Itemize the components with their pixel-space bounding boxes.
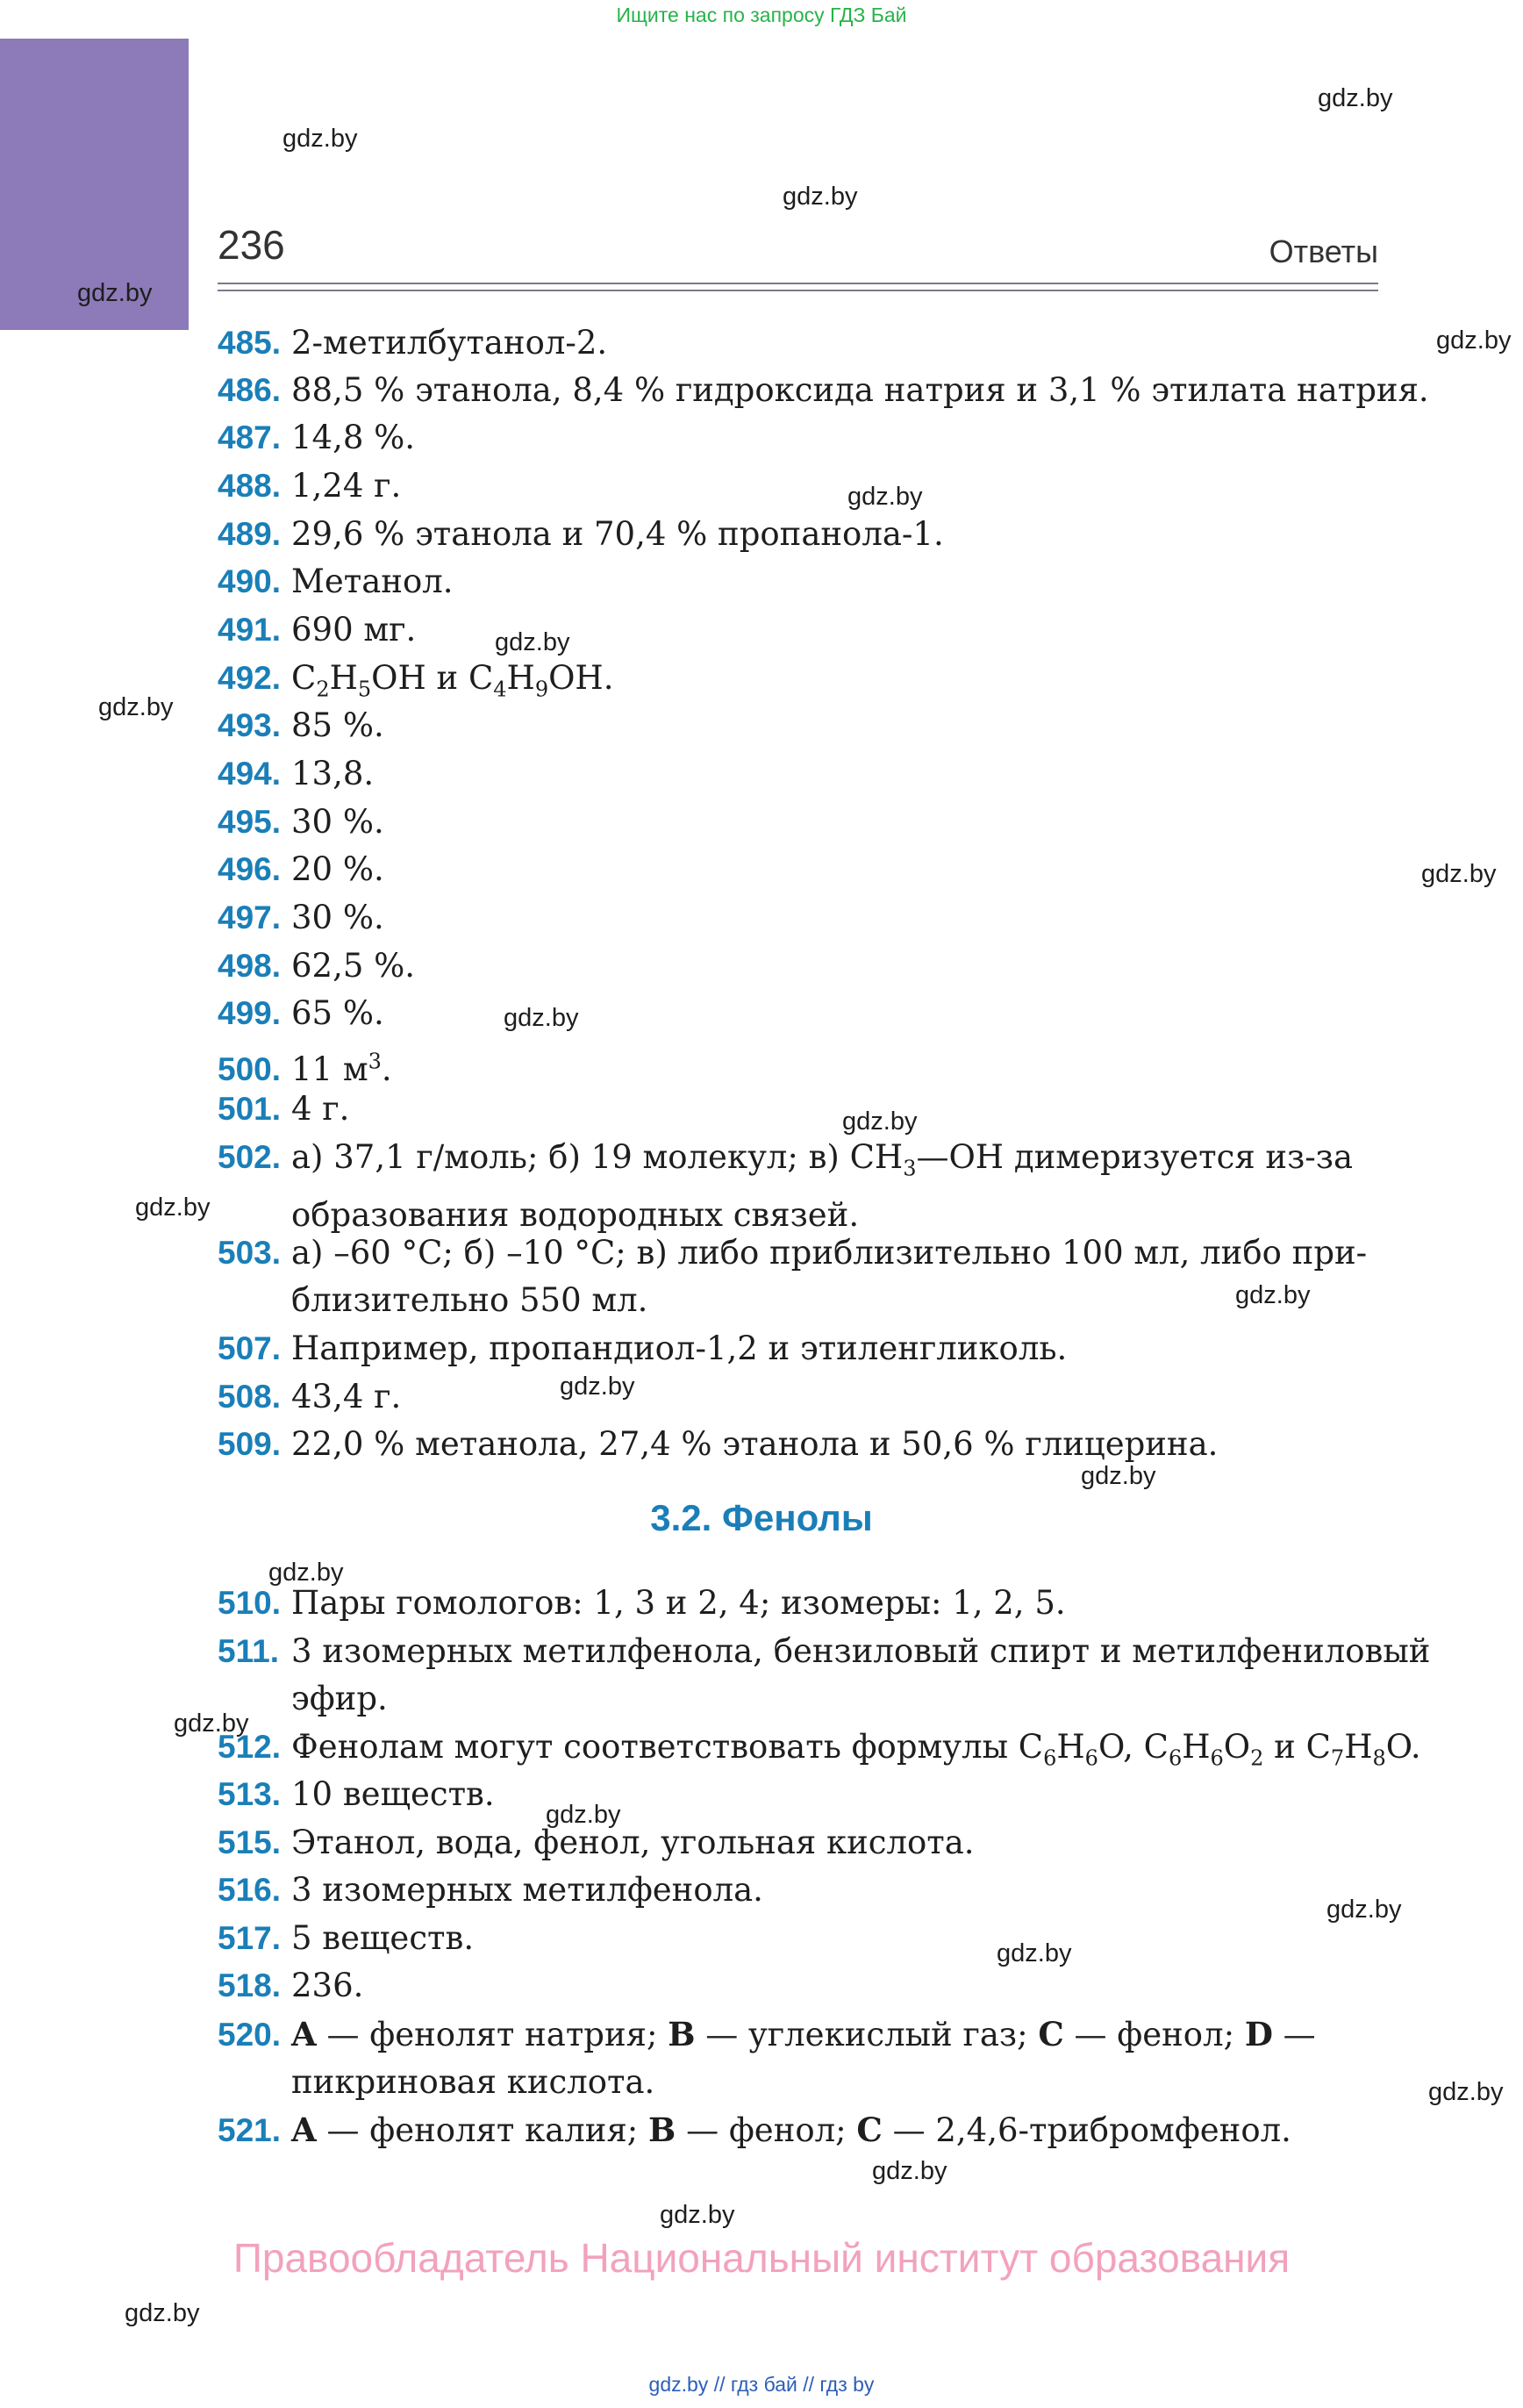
answer-number: 490.	[218, 563, 282, 599]
gdz-watermark: gdz.by	[174, 1709, 249, 1738]
answer-text: 690 мг.	[291, 611, 417, 649]
answer-text-continuation: близительно 550 мл.	[291, 1281, 648, 1319]
footer-links[interactable]: gdz.by // гдз бай // гдз by	[648, 2373, 875, 2396]
answer-number: 520.	[218, 2017, 282, 2053]
answer-text: $C_2H_5OH$ и $C_4H_9OH$.	[291, 659, 614, 702]
gdz-watermark: gdz.by	[1326, 1896, 1402, 1924]
answer-text: а) –60 °С; б) –10 °С; в) либо приблизительно 100 мл, либо при-	[291, 1234, 1368, 1272]
answer-item	[218, 846, 1378, 893]
answer-number: 518.	[218, 1967, 282, 2003]
gdz-watermark: gdz.by	[495, 628, 570, 656]
answer-text: Например, пропандиол-1,2 и этиленгликоль.	[291, 1329, 1068, 1367]
answer-text: Этанол, вода, фенол, угольная кислота.	[291, 1824, 975, 1861]
answer-number: 510.	[218, 1585, 282, 1621]
answer-item	[218, 1962, 1378, 2010]
gdz-watermark: gdz.by	[135, 1193, 211, 1222]
answer-number: 502.	[218, 1139, 282, 1175]
answer-item	[218, 1134, 1378, 1239]
gdz-watermark: gdz.by	[268, 1559, 344, 1587]
answer-text-continuation: образования водородных связей.	[291, 1196, 860, 1235]
answer-item	[218, 367, 1429, 414]
gdz-watermark: gdz.by	[77, 279, 153, 307]
answer-item	[218, 1819, 1378, 1867]
answer-text: 43,4 г.	[291, 1378, 402, 1415]
answer-item	[218, 558, 1378, 606]
gdz-watermark: gdz.by	[1318, 84, 1393, 112]
gdz-watermark: gdz.by	[98, 693, 174, 721]
answer-item	[218, 1229, 1378, 1324]
gdz-watermark: gdz.by	[125, 2299, 200, 2327]
answer-text: 13,8.	[291, 755, 375, 792]
answer-text: а) 37,1 г/моль; б) 19 молекул; в) $CH_3—OH$ димеризуется из-за	[291, 1138, 1354, 1181]
answer-number: 492.	[218, 660, 282, 696]
answer-text: 10 веществ.	[291, 1775, 495, 1813]
gdz-watermark: gdz.by	[1235, 1281, 1311, 1309]
answer-number: 485.	[218, 325, 282, 361]
answer-number: 507.	[218, 1330, 282, 1366]
answer-number: 513.	[218, 1776, 282, 1812]
top-banner[interactable]: Ищите нас по запросу ГДЗ Бай	[616, 4, 907, 26]
answer-number: 499.	[218, 995, 282, 1031]
answer-item	[218, 1580, 1378, 1627]
gdz-watermark: gdz.by	[842, 1107, 918, 1136]
answer-text: 62,5 %.	[291, 947, 416, 985]
answer-text: 22,0 % метанола, 27,4 % этанола и 50,6 % глицерина.	[291, 1425, 1219, 1463]
answer-number: 515.	[218, 1824, 282, 1860]
answer-number: 493.	[218, 707, 282, 743]
answer-number: 488.	[218, 468, 282, 504]
answer-text: 30 %.	[291, 803, 384, 841]
gdz-watermark: gdz.by	[872, 2157, 947, 2185]
answer-text: 14,8 %.	[291, 419, 416, 456]
answer-number: 517.	[218, 1920, 282, 1956]
answer-item	[218, 2106, 1378, 2154]
answer-item	[218, 2010, 1378, 2106]
answer-text: 3 изомерных метилфенола.	[291, 1871, 763, 1909]
answer-text: 65 %.	[291, 994, 384, 1032]
answer-item	[218, 606, 1378, 654]
answer-item	[218, 1867, 1378, 1914]
answer-number: 508.	[218, 1379, 282, 1415]
answer-item	[218, 750, 1378, 798]
section-name: Ответы	[1269, 233, 1378, 269]
answer-item	[218, 942, 1378, 990]
gdz-watermark: gdz.by	[1428, 2078, 1504, 2106]
answer-item	[218, 990, 1378, 1037]
answer-item	[218, 894, 1378, 942]
gdz-watermark: gdz.by	[660, 2201, 735, 2229]
answer-number: 511.	[218, 1633, 279, 1669]
answer-text: 30 %.	[291, 899, 384, 936]
answer-text-continuation: пикриновая кислота.	[291, 2063, 655, 2101]
answer-number: 501.	[218, 1091, 282, 1127]
answer-text: 1,24 г.	[291, 467, 402, 505]
answer-item	[218, 511, 1378, 558]
answer-item	[218, 1325, 1378, 1372]
answer-text: 4 г.	[291, 1090, 350, 1128]
answer-number: 516.	[218, 1872, 282, 1908]
section-heading: 3.2. Фенолы	[650, 1497, 873, 1538]
answer-item	[218, 1915, 1378, 1962]
answer-text: Фенолам могут соответствовать формулы $C_6H_6O$, $C_6H_6O_2$ и $C_7H_8O$.	[291, 1728, 1421, 1771]
gdz-watermark: gdz.by	[997, 1939, 1072, 1967]
answer-item	[218, 1373, 1378, 1421]
answer-text: 88,5 % этанола, 8,4 % гидроксида натрия и 3,1 % этилата натрия.	[291, 371, 1429, 409]
answer-number: 486.	[218, 372, 282, 408]
answer-number: 494.	[218, 756, 282, 792]
answer-number: 512.	[218, 1729, 282, 1765]
gdz-watermark: gdz.by	[783, 183, 858, 211]
answer-item	[218, 462, 1378, 510]
answer-number: 496.	[218, 851, 282, 887]
answer-item	[218, 319, 1378, 367]
answer-number: 495.	[218, 804, 282, 840]
gdz-watermark: gdz.by	[546, 1801, 621, 1829]
gdz-watermark: gdz.by	[1081, 1462, 1156, 1490]
answer-text: 85 %.	[291, 706, 384, 744]
page-number: 236	[218, 222, 285, 268]
answer-text: 2-метилбутанол-2.	[291, 324, 608, 362]
answer-text-continuation: эфир.	[291, 1680, 388, 1717]
answer-item	[218, 1771, 1378, 1818]
answer-text: 11 $м^3$.	[291, 1050, 392, 1089]
answer-item	[218, 799, 1378, 846]
header-rule-2	[218, 290, 1378, 291]
gdz-watermark: gdz.by	[1436, 326, 1512, 355]
gdz-watermark: gdz.by	[504, 1004, 579, 1032]
answer-item	[218, 1628, 1431, 1723]
answer-number: 521.	[218, 2112, 282, 2148]
answer-text: A — фенолят натрия; B — углекислый газ; C — фенол; D —	[291, 2015, 1316, 2053]
answer-text: Пары гомологов: 1, 3 и 2, 4; изомеры: 1, 2, 5.	[291, 1584, 1066, 1622]
gdz-watermark: gdz.by	[847, 483, 923, 511]
answer-text: 20 %.	[291, 850, 384, 888]
answer-item	[218, 414, 1378, 462]
answer-text: 236.	[291, 1967, 364, 2004]
rights-holder: Правообладатель Национальный институт образования	[232, 2235, 1291, 2281]
answer-text: 5 веществ.	[291, 1919, 475, 1957]
answer-item	[218, 702, 1378, 749]
answer-number: 498.	[218, 948, 282, 984]
gdz-watermark: gdz.by	[282, 125, 358, 153]
answer-text: 3 изомерных метилфенола, бензиловый спирт и метилфениловый	[291, 1632, 1431, 1670]
answer-text: 29,6 % этанола и 70,4 % пропанола-1.	[291, 515, 944, 553]
answer-item	[218, 1086, 1378, 1133]
header-rule	[218, 283, 1378, 284]
gdz-watermark: gdz.by	[560, 1372, 635, 1401]
answer-text: Метанол.	[291, 563, 454, 600]
answer-number: 491.	[218, 612, 282, 648]
answer-number: 509.	[218, 1426, 282, 1462]
answer-text: A — фенолят калия; B — фенол; C — 2,4,6-трибромфенол.	[291, 2111, 1291, 2149]
answer-number: 497.	[218, 899, 282, 935]
answer-number: 487.	[218, 419, 282, 455]
answer-number: 503.	[218, 1235, 282, 1271]
answer-item	[218, 1421, 1378, 1468]
answer-number: 500.	[218, 1051, 282, 1088]
gdz-watermark: gdz.by	[1421, 860, 1497, 888]
answer-number: 489.	[218, 516, 282, 552]
